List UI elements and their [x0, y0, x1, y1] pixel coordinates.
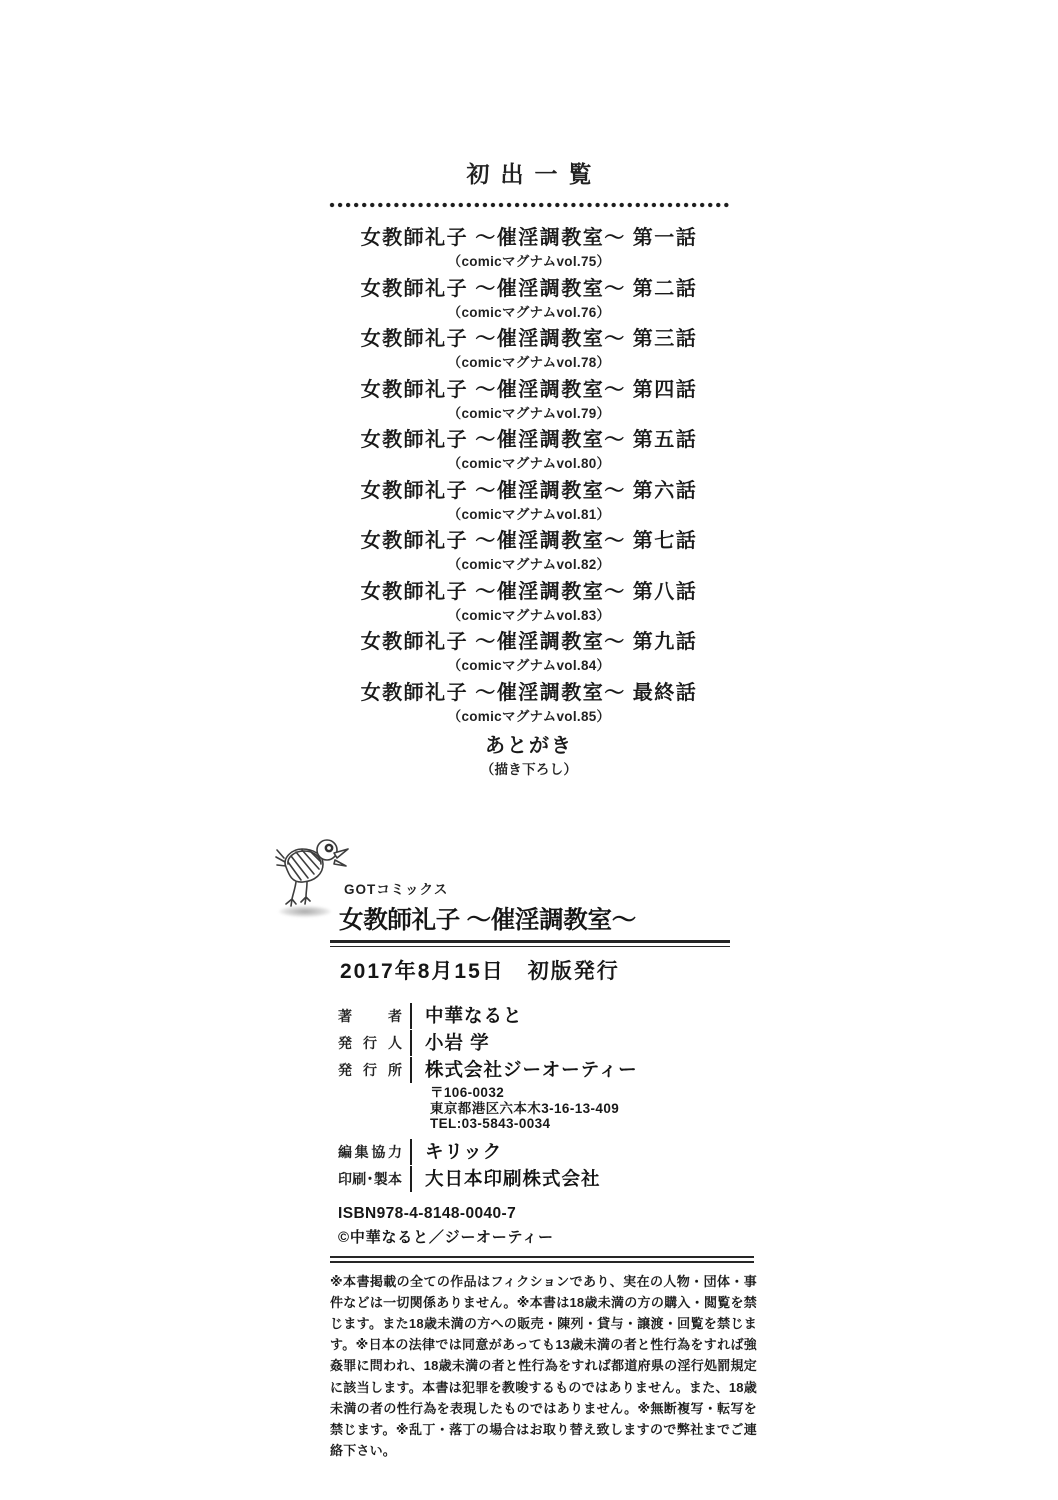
publisher-address: [430, 1085, 757, 1132]
dotted-divider: [328, 202, 730, 208]
disclaimer-text: ※本書掲載の全ての作品はフィクションであり、実在の人物・団体・事件などは一切関係ありません。※本書は18歳未満の方の購入・閲覧を禁じます。また18歳未満の方への販売・陳列・貸与・譲渡・回覧を禁じます。※日本の法律では同意があっても13歳未満の者と性行為をすれば強姦罪に問われ、18歳未満の者と性行為をすれば都道府県の淫行処罰規定に該当します。本書は犯罪を教唆するものではありません。また、18歳未満の者の性行為を表現したものではありません。※無断複写・転写を禁じます。※乱丁・落丁の場合はお取り替え致しますので弊社までご連絡下さい。: [330, 1273, 757, 1459]
credit-row-editing: [330, 1139, 757, 1165]
credit-row-printing: [330, 1166, 757, 1192]
title-rule: [330, 940, 730, 947]
chapter-entry: [0, 629, 1058, 680]
credit-label: 印刷･製本: [338, 1170, 402, 1187]
chapter-title: 女教師礼子 ～催淫調教室～ 最終話: [360, 681, 698, 704]
credit-label: 編集協力: [338, 1143, 402, 1160]
chapter-source: （comicマグナムvol.84）: [447, 658, 611, 673]
credit-row-publisher-company: [330, 1057, 757, 1083]
chapter-list: [0, 225, 1058, 730]
credit-row-publisher-person: [330, 1030, 757, 1056]
address-postal: 〒106-0032: [430, 1085, 505, 1100]
chapter-title: 女教師礼子 ～催淫調教室～ 第八話: [360, 580, 698, 603]
chapter-entry: [0, 377, 1058, 428]
chapter-title: 女教師礼子 ～催淫調教室～ 第七話: [360, 530, 698, 552]
book-title: 女教師礼子 ～催淫調教室～: [339, 907, 636, 934]
colophon-section: [330, 852, 757, 1461]
copyright: ©中華なると／ジーオーティー: [338, 1228, 554, 1246]
credit-label: 発 行 所: [338, 1062, 402, 1078]
credit-label: 著 者: [338, 1008, 402, 1024]
chapter-title: 女教師礼子 ～催淫調教室～ 第一話: [360, 227, 698, 249]
chapter-title: 女教師礼子 ～催淫調教室～ 第四話: [360, 378, 698, 401]
credit-label: 発 行 人: [338, 1035, 402, 1051]
credit-row-author: [330, 1003, 757, 1029]
afterword-source: （描き下ろし）: [480, 762, 578, 777]
chapter-entry: [0, 276, 1058, 327]
chapter-title: 女教師礼子 ～催淫調教室～ 第九話: [360, 631, 698, 653]
chapter-entry: [0, 225, 1058, 276]
credit-value: 大日本印刷株式会社: [410, 1166, 601, 1192]
afterword-title: あとがき: [485, 735, 573, 757]
credits-table: [330, 1003, 757, 1192]
chapter-entry: [0, 478, 1058, 529]
chapter-title: 女教師礼子 ～催淫調教室～ 第六話: [360, 479, 698, 502]
credit-value: 小岩 学: [410, 1030, 490, 1056]
chapter-title: 女教師礼子 ～催淫調教室～ 第三話: [360, 328, 698, 350]
chapter-source: （comicマグナムvol.75）: [447, 254, 611, 269]
chapter-source: （comicマグナムvol.82）: [447, 557, 611, 572]
first-publication-title: 初出一覧: [466, 161, 603, 187]
chapter-entry: [0, 528, 1058, 579]
chapter-title: 女教師礼子 ～催淫調教室～ 第二話: [360, 277, 698, 300]
chapter-entry: [0, 680, 1058, 731]
got-bird-logo-icon: [274, 836, 350, 910]
chapter-source: （comicマグナムvol.81）: [447, 506, 611, 522]
credit-value: 株式会社ジーオーティー: [410, 1057, 638, 1083]
chapter-entry: [0, 579, 1058, 630]
chapter-source: （comicマグナムvol.83）: [447, 607, 611, 623]
chapter-entry: [0, 427, 1058, 478]
credit-value: キリック: [410, 1139, 502, 1165]
credit-value: 中華なると: [410, 1003, 523, 1029]
address-street: 東京都港区六本木3-16-13-409: [430, 1100, 620, 1116]
address-phone: TEL:03-5843-0034: [430, 1116, 551, 1131]
issue-date: 2017年8月15日 初版発行: [340, 960, 620, 983]
disclaimer-rule: [330, 1256, 754, 1263]
chapter-source: （comicマグナムvol.76）: [447, 304, 611, 320]
chapter-source: （comicマグナムvol.79）: [447, 405, 611, 421]
imprint-label: GOTコミックス: [344, 882, 449, 897]
chapter-source: （comicマグナムvol.78）: [447, 355, 611, 370]
chapter-source: （comicマグナムvol.85）: [447, 708, 611, 724]
isbn: ISBN978-4-8148-0040-7: [338, 1204, 517, 1222]
chapter-source: （comicマグナムvol.80）: [447, 456, 611, 471]
chapter-entry: [0, 326, 1058, 377]
chapter-title: 女教師礼子 ～催淫調教室～ 第五話: [360, 429, 698, 451]
afterword-entry: [0, 733, 1058, 784]
